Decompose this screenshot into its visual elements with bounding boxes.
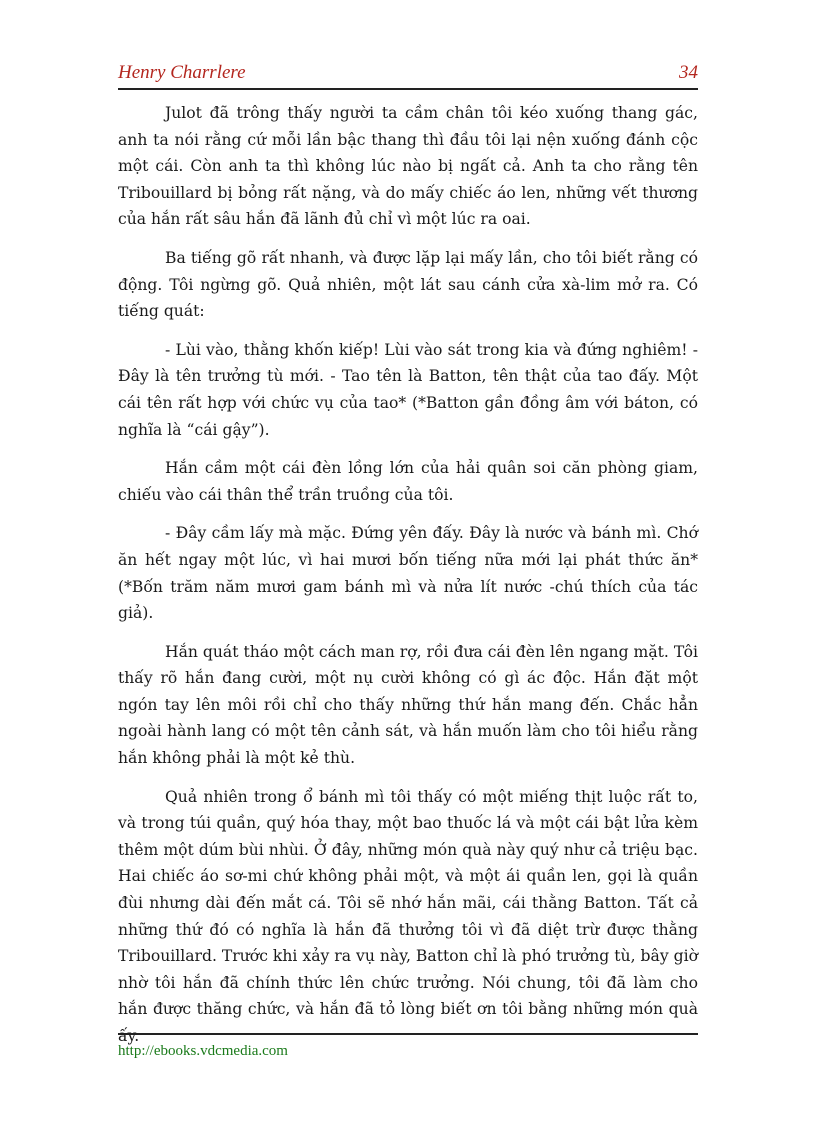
book-author-title: Henry Charrlere bbox=[118, 62, 246, 83]
paragraph-1: Julot đã trông thấy người ta cầm chân tôi kéo xuống thang gác, anh ta nói rằng cứ mỗi lần bậc thang thì đầu tôi lại nện xuống đánh cộc một cái. Còn anh ta thì không lúc nào bị ngất cả. Anh ta cho rằng tên Tribouillard bị bỏng rất nặng, và do mấy chiếc áo len, những vết thương của hắn rất sâu hắn đã lãnh đủ chỉ vì một lúc ra oai. bbox=[118, 104, 698, 229]
header-divider bbox=[118, 88, 698, 90]
page-number: 34 bbox=[679, 62, 698, 83]
paragraph-4: Hắn cầm một cái đèn lồng lớn của hải quân soi căn phòng giam, chiếu vào cái thân thể trần truồng của tôi. bbox=[118, 459, 698, 504]
paragraph-2: Ba tiếng gõ rất nhanh, và được lặp lại mấy lần, cho tôi biết rằng có động. Tôi ngừng gõ. Quả nhiên, một lát sau cánh cửa xà-lim mở ra. Có tiếng quát: bbox=[118, 248, 698, 321]
paragraph-5: - Đây cầm lấy mà mặc. Đứng yên đấy. Đây là nước và bánh mì. Chớ ăn hết ngay một lúc, vì hai mươi bốn tiếng nữa mới lại phát thức ăn* (*Bốn trăm năm mươi gam bánh mì và nửa lít nước -chú thích của tác giả). bbox=[118, 524, 698, 623]
footer-divider bbox=[118, 1033, 698, 1035]
paragraph-6: Hắn quát tháo một cách man rợ, rồi đưa cái đèn lên ngang mặt. Tôi thấy rõ hắn đang cười, một nụ cười không có gì ác độc. Hắn đặt một ngón tay lên môi rồi chỉ cho thấy những thứ hắn mang đến. Chắc hẳn ngoài hành lang có một tên cảnh sát, và hắn muốn làm cho tôi hiểu rằng hắn không phải là một kẻ thù. bbox=[118, 642, 698, 768]
footer-url-link[interactable]: http://ebooks.vdcmedia.com bbox=[118, 1043, 288, 1059]
page-body bbox=[118, 100, 698, 1062]
page-header bbox=[118, 60, 698, 90]
paragraph-3: - Lùi vào, thằng khốn kiếp! Lùi vào sát trong kia và đứng nghiêm! - Đây là tên trưởng tù mới. - Tao tên là Batton, tên thật của tao đấy. Một cái tên rất hợp với chức vụ của tao* (*Batton gần đồng âm với báton, có nghĩa là “cái gậy”). bbox=[118, 340, 698, 439]
paragraph-7: Quả nhiên trong ổ bánh mì tôi thấy có một miếng thịt luộc rất to, và trong túi quần, quý hóa thay, một bao thuốc lá và một cái bật lửa kèm thêm một dúm bùi nhùi. Ở đây, những món quà này quý như cả triệu bạc. Hai chiếc áo sơ-mi chứ không phải một, và một ái quần len, gọi là quần đùi nhưng dài đến mắt cá. Tôi sẽ nhớ hắn mãi, cái thằng Batton. Tất cả những thứ đó có nghĩa là hắn đã thưởng tôi vì đã diệt trừ được thằng Tribouillard. Trước khi xảy ra vụ này, Batton chỉ là phó trưởng tù, bây giờ nhờ tôi hắn đã chính thức lên chức trưởng. Nói chung, tôi đã làm cho hắn được thăng chức, và hắn đã tỏ lòng biết ơn tôi bằng những món quà ấy. bbox=[118, 787, 698, 1045]
